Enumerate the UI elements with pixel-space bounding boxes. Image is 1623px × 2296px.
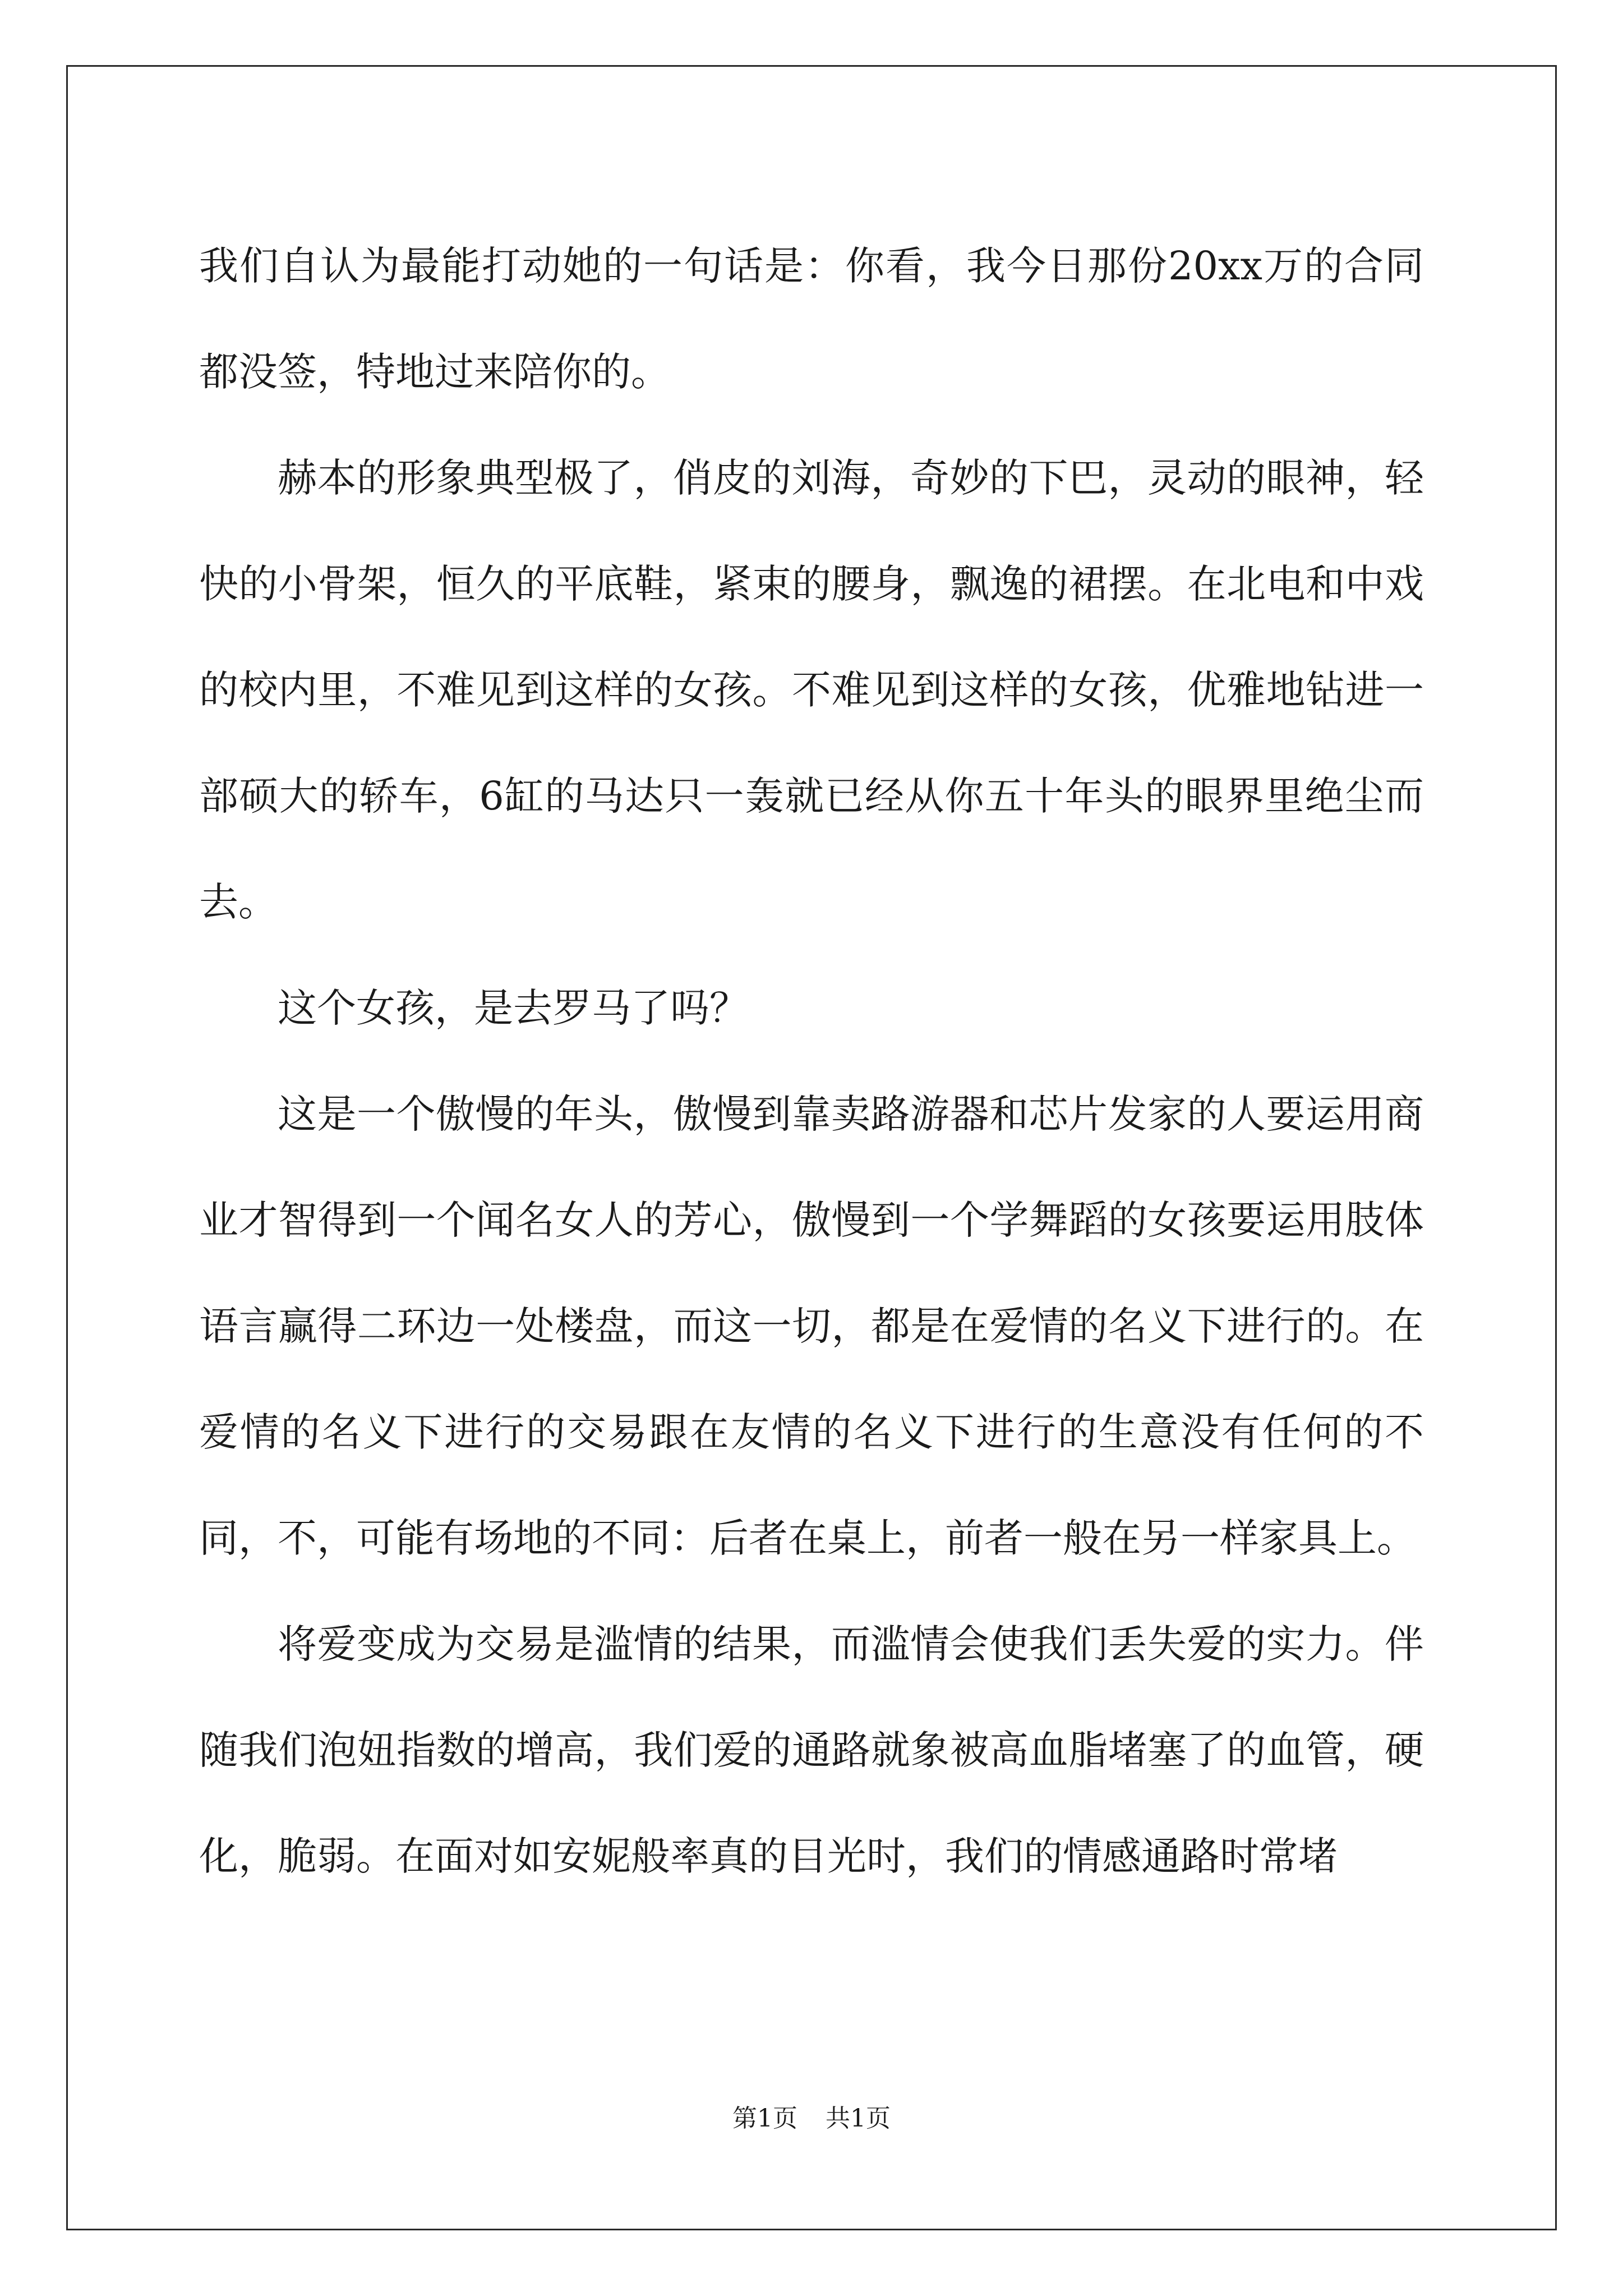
page-footer [0, 2102, 1623, 2136]
paragraph-5: 将爱变成为交易是滥情的结果，而滥情会使我们丢失爱的实力。伴随我们泡妞指数的增高，我们爱的通路就象被高血脂堵塞了的血管，硬化，脆弱。在面对如安妮般率真的目光时，我们的情感通路时常堵 [199, 1621, 1424, 1879]
page-number: 第1页 [732, 2104, 797, 2133]
page-total: 共1页 [826, 2104, 891, 2133]
paragraph-2: 赫本的形象典型极了，俏皮的刘海，奇妙的下巴，灵动的眼神，轻快的小骨架，恒久的平底鞋，紧束的腰身，飘逸的裙摆。在北电和中戏的校内里，不难见到这样的女孩。不难见到这样的女孩，优雅地钻进一部硕大的轿车，6缸的马达只一轰就已经从你五十年头的眼界里绝尘而去。 [199, 455, 1424, 925]
document-body [199, 213, 1424, 1910]
paragraph-1: 我们自认为最能打动她的一句话是：你看，我今日那份20xx万的合同都没签，特地过来陪你的。 [199, 243, 1424, 395]
paragraph-4: 这是一个傲慢的年头，傲慢到靠卖路游器和芯片发家的人要运用商业才智得到一个闻名女人的芳心，傲慢到一个学舞蹈的女孩要运用肢体语言赢得二环边一处楼盘，而这一切，都是在爱情的名义下进行的。在爱情的名义下进行的交易跟在友情的名义下进行的生意没有任何的不同，不，可能有场地的不同：后者在桌上，前者一般在另一样家具上。 [199, 1091, 1424, 1561]
paragraph-3: 这个女孩，是去罗马了吗？ [278, 985, 749, 1031]
